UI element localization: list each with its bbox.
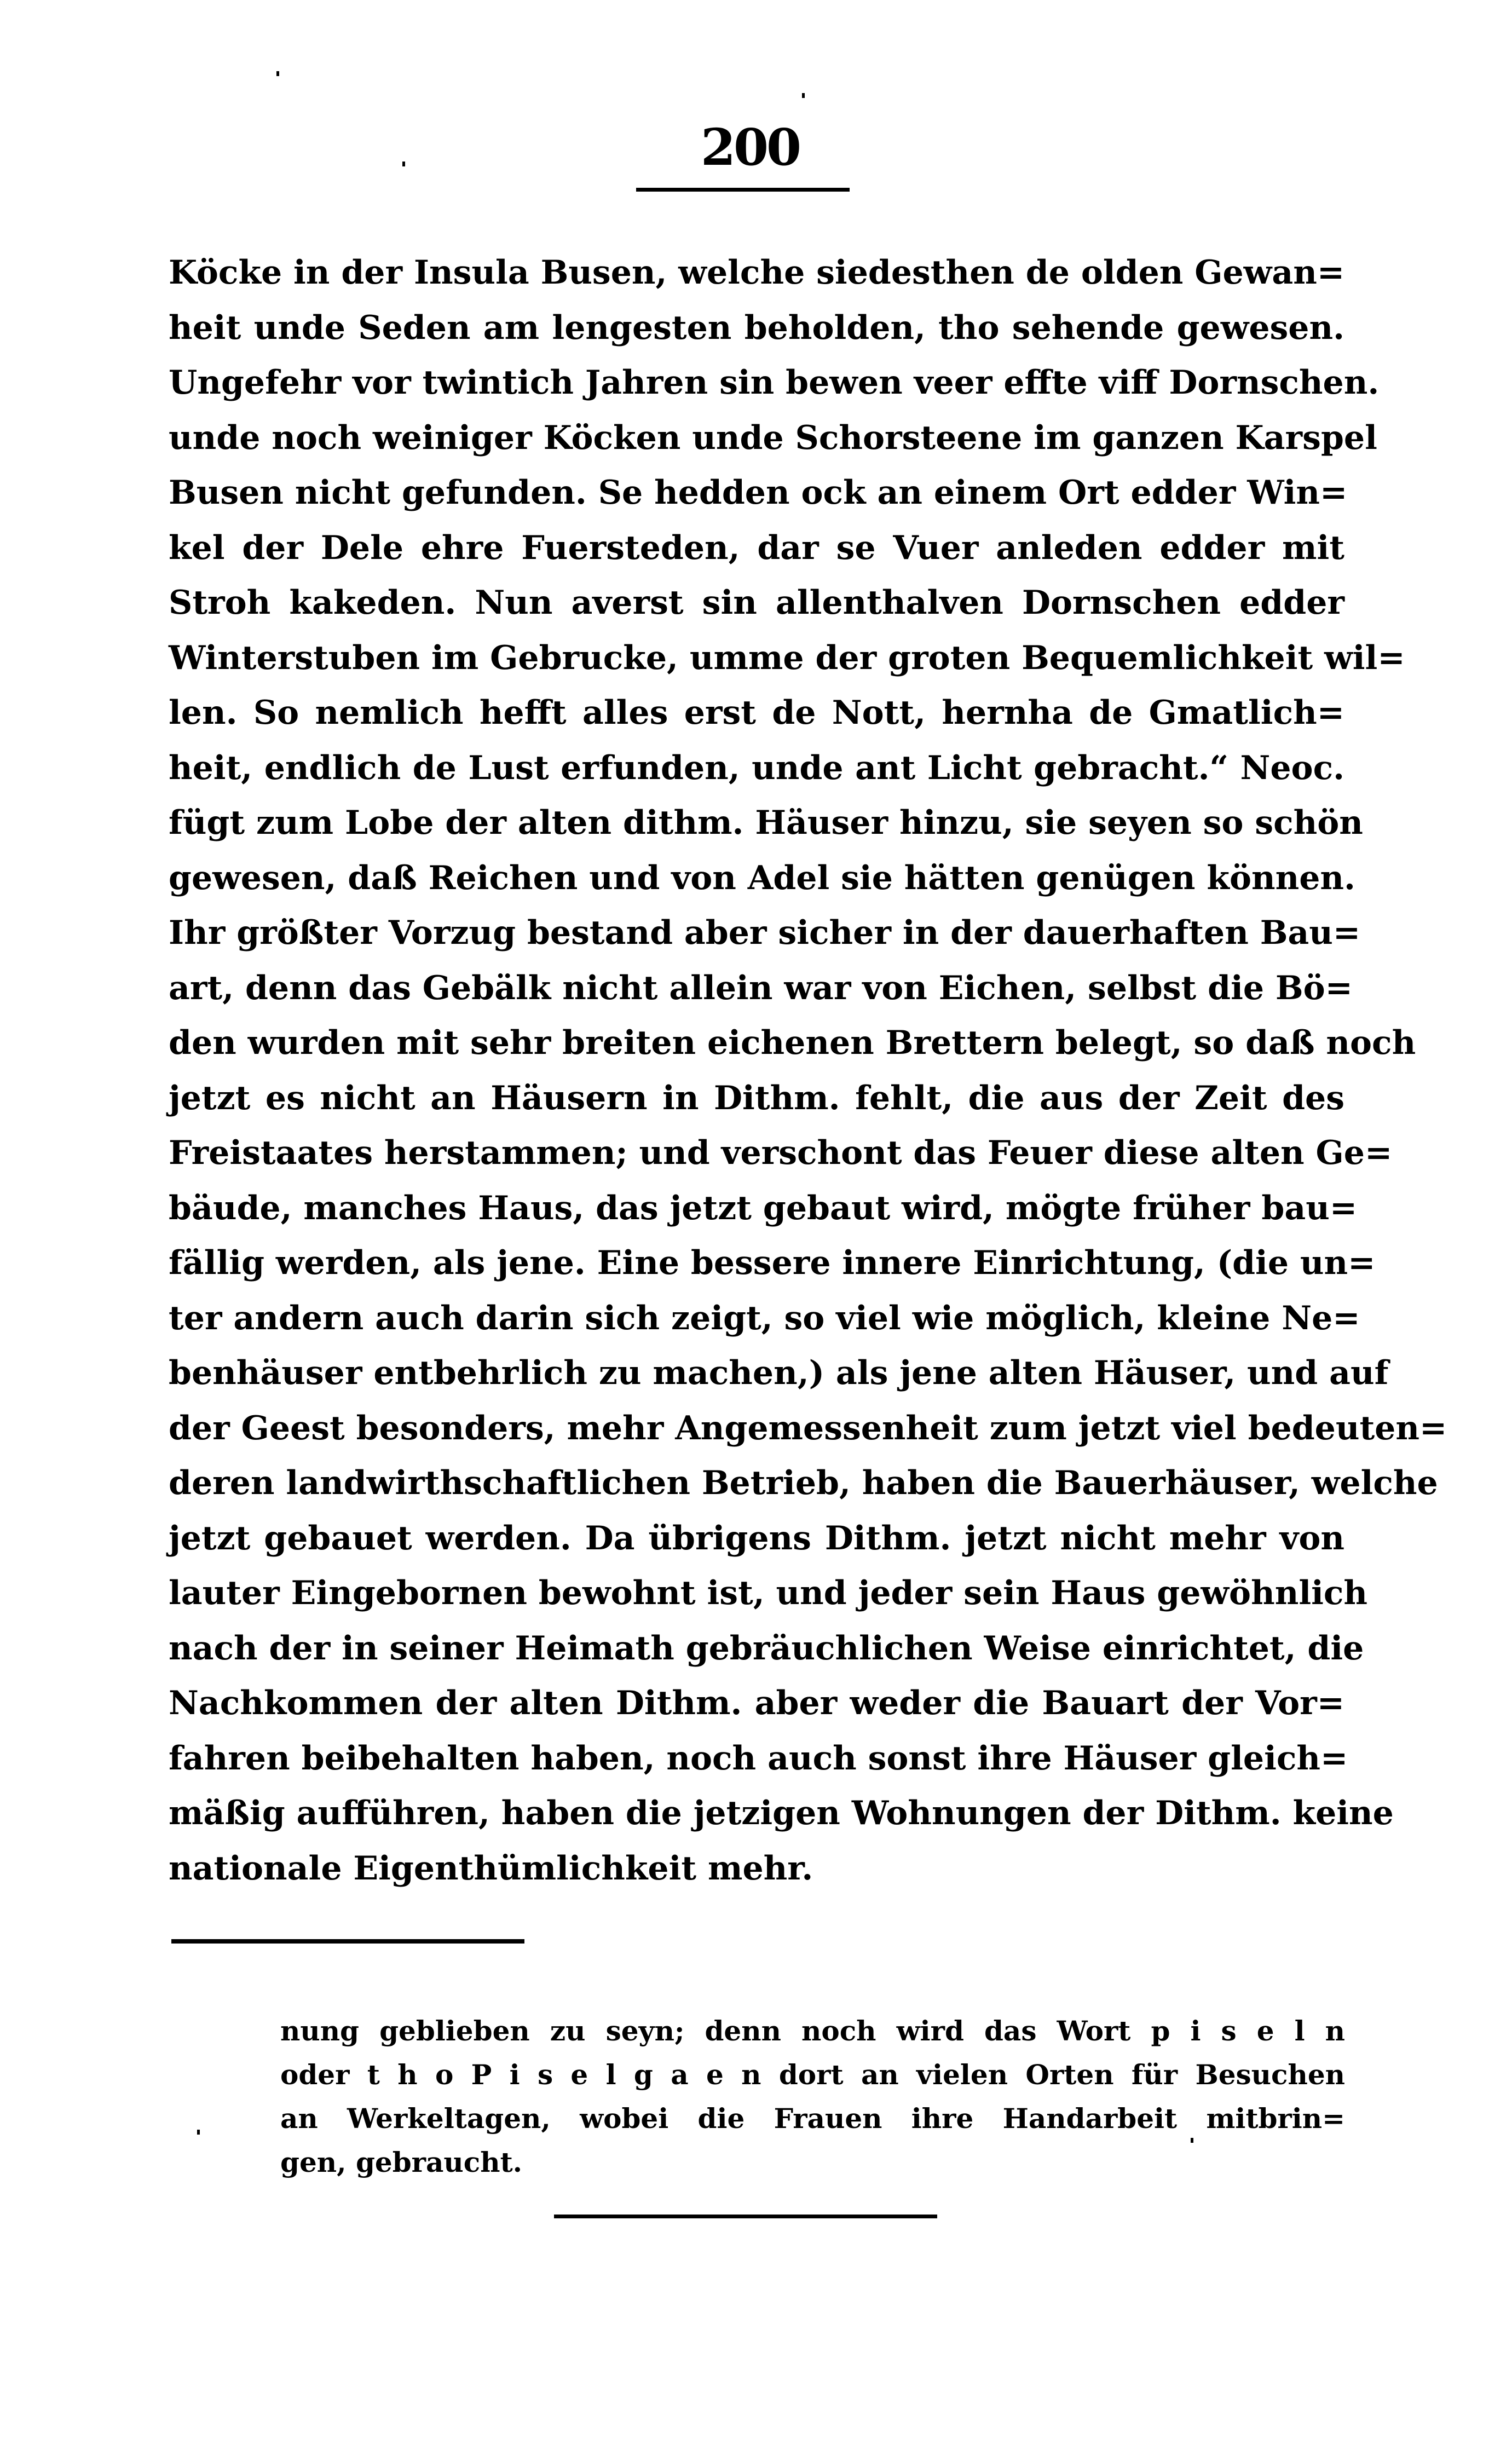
scan-speck: [276, 71, 279, 76]
text-line: fügt zum Lobe der alten dithm. Häuser hinzu, sie seyen so schön: [169, 804, 1363, 842]
text-line: Busen nicht gefunden. Se hedden ock an einem Ort edder Win=: [169, 474, 1348, 512]
scan-speck: [197, 2130, 200, 2135]
scan-speck: [1191, 2138, 1193, 2143]
page-number: 200: [700, 118, 800, 177]
scan-speck: [802, 93, 805, 98]
text-line: Freistaates herstammen; und verschont das Feuer diese alten Ge=: [169, 1134, 1393, 1172]
text-line: Ihr größter Vorzug bestand aber sicher in der dauerhaften Bau=: [169, 914, 1361, 952]
text-line: lauter Eingebornen bewohnt ist, und jeder sein Haus gewöhnlich: [169, 1574, 1368, 1612]
scan-speck: [402, 162, 405, 166]
text-line: der Geest besonders, mehr Angemessenheit zum jetzt viel bedeuten=: [169, 1409, 1447, 1448]
footnote-line: gen, gebraucht.: [280, 2146, 523, 2178]
text-line: unde noch weiniger Köcken unde Schorsteene im ganzen Karspel: [169, 418, 1377, 457]
text-line: Köcke in der Insula Busen, welche siedesthen de olden Gewan=: [169, 253, 1345, 292]
end-rule: [554, 2215, 937, 2218]
text-line: mäßig aufführen, haben die jetzigen Wohnungen der Dithm. keine: [169, 1794, 1394, 1832]
text-line: jetzt es nicht an Häusern in Dithm. fehlt, die aus der Zeit des: [169, 1079, 1344, 1117]
text-line: nationale Eigenthümlichkeit mehr.: [169, 1849, 813, 1888]
text-line: jetzt gebauet werden. Da übrigens Dithm. jetzt nicht mehr von: [169, 1519, 1344, 1558]
text-line: heit unde Seden am lengesten beholden, tho sehende gewesen.: [169, 308, 1344, 347]
text-line: ter andern auch darin sich zeigt, so viel wie möglich, kleine Ne=: [169, 1299, 1360, 1337]
text-line: Winterstuben im Gebrucke, umme der groten Bequemlichkeit wil=: [169, 638, 1405, 677]
text-line: benhäuser entbehrlich zu machen,) als jene alten Häuser, und auf: [169, 1354, 1389, 1392]
text-line: deren landwirthschaftlichen Betrieb, haben die Bauerhäuser, welche: [169, 1464, 1438, 1502]
text-line: den wurden mit sehr breiten eichenen Brettern belegt, so daß noch: [169, 1024, 1416, 1062]
footnote-line: oder t h o P i s e l g a e n dort an vielen Orten für Besuchen: [280, 2058, 1345, 2091]
footnote-line: an Werkeltagen, wobei die Frauen ihre Handarbeit mitbrin=: [280, 2102, 1345, 2135]
footnote: [280, 2009, 1345, 2184]
header-rule: [636, 188, 850, 192]
text-line: len. So nemlich hefft alles erst de Nott, hernha de Gmatlich=: [169, 694, 1344, 732]
text-line: gewesen, daß Reichen und von Adel sie hätten genügen können.: [169, 858, 1355, 897]
text-line: art, denn das Gebälk nicht allein war von Eichen, selbst die Bö=: [169, 968, 1353, 1007]
body-text: [169, 245, 1447, 1896]
footnote-separator: [171, 1939, 524, 1944]
text-line: bäude, manches Haus, das jetzt gebaut wird, mögte früher bau=: [169, 1189, 1358, 1227]
text-line: fällig werden, als jene. Eine bessere innere Einrichtung, (die un=: [169, 1244, 1376, 1282]
text-line: Ungefehr vor twintich Jahren sin bewen veer effte viff Dornschen.: [169, 364, 1380, 402]
text-line: nach der in seiner Heimath gebräuchlichen Weise einrichtet, die: [169, 1629, 1364, 1668]
text-line: Nachkommen der alten Dithm. aber weder die Bauart der Vor=: [169, 1684, 1344, 1722]
text-line: fahren beibehalten haben, noch auch sonst ihre Häuser gleich=: [169, 1739, 1348, 1778]
text-line: Stroh kakeden. Nun averst sin allenthalven Dornschen edder: [169, 584, 1344, 622]
text-line: kel der Dele ehre Fuersteden, dar se Vuer anleden edder mit: [169, 528, 1344, 567]
text-line: heit, endlich de Lust erfunden, unde ant Licht gebracht.“ Neoc.: [169, 748, 1344, 787]
footnote-line: nung geblieben zu seyn; denn noch wird das Wort p i s e l n: [280, 2015, 1345, 2047]
